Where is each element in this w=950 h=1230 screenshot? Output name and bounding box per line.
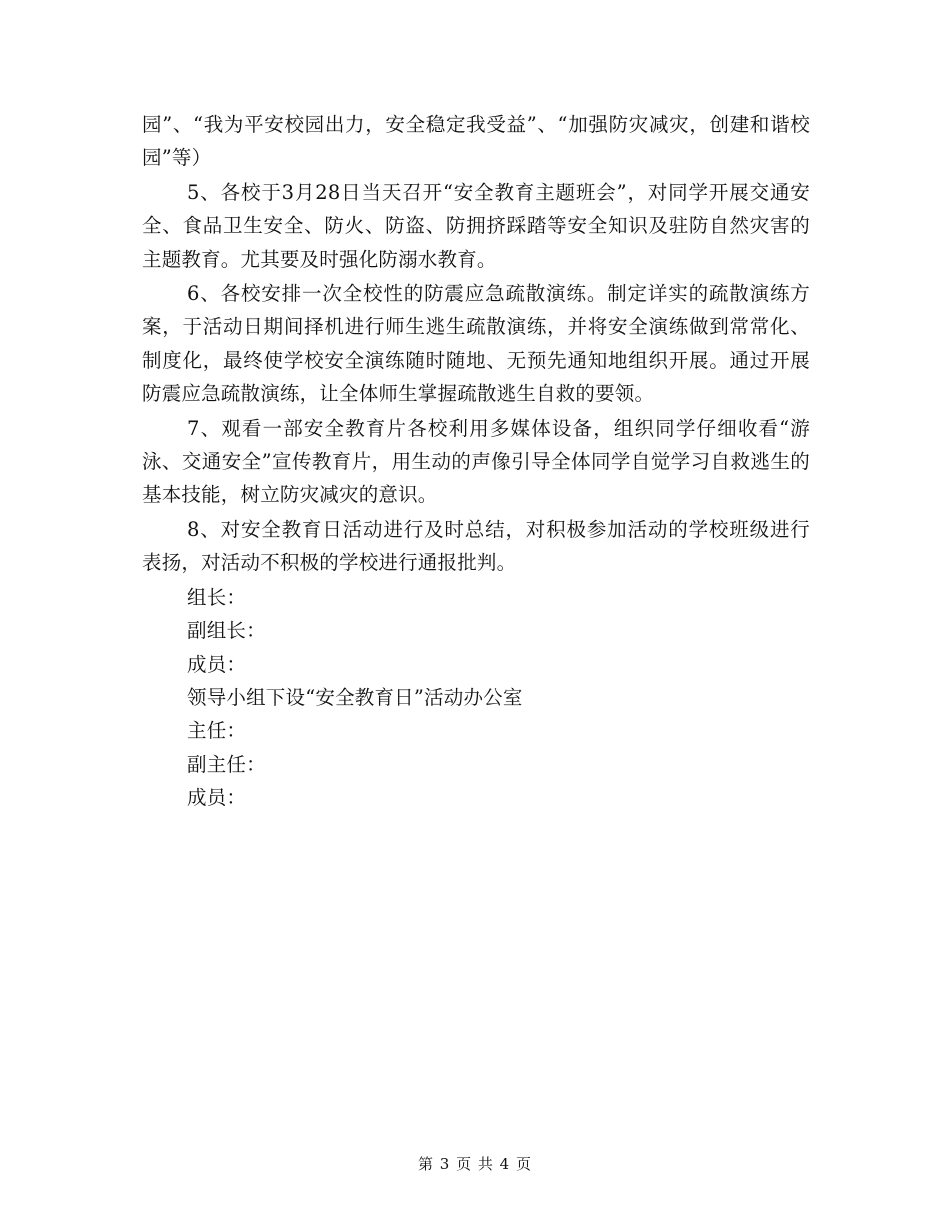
line-members: 成员：: [187, 652, 247, 676]
document-body: [142, 108, 810, 815]
paragraph-continuation: 园”、“我为平安校园出力，安全稳定我受益”、“加强防灾减灾，创建和谐校园”等）: [142, 113, 810, 170]
line-office-heading: 领导小组下设“安全教育日”活动办公室: [187, 685, 523, 709]
paragraph-item-8: 8、对安全教育日活动进行及时总结，对积极参加活动的学校班级进行表扬，对活动不积极的学校进行通报批判。: [142, 517, 810, 575]
paragraph-item-5: 5、各校于3月28日当天召开“安全教育主题班会”，对同学开展交通安全、食品卫生安全、防火、防盗、防拥挤踩踏等安全知识及驻防自然灾害的主题教育。尤其要及时强化防溺水教育。: [142, 180, 810, 271]
line-office-members: 成员：: [187, 786, 247, 810]
paragraph-item-7: 7、观看一部安全教育片各校利用多媒体设备，组织同学仔细收看“游泳、交通安全”宣传教育片，用生动的声像引导全体同学自觉学习自救逃生的基本技能，树立防灾减灾的意识。: [142, 416, 810, 507]
page-number-footer: 第 3 页 共 4 页: [418, 1155, 532, 1173]
line-deputy-group-leader: 副组长：: [187, 619, 266, 643]
line-deputy-director: 副主任：: [187, 752, 266, 776]
line-group-leader: 组长：: [187, 585, 247, 609]
paragraph-item-6: 6、各校安排一次全校性的防震应急疏散演练。制定详实的疏散演练方案，于活动日期间择机进行师生逃生疏散演练，并将安全演练做到常常化、制度化，最终使学校安全演练随时随地、无预先通知地组织开展。通过开展防震应急疏散演练，让全体师生掌握疏散逃生自救的要领。: [142, 282, 810, 406]
line-director: 主任：: [187, 719, 247, 743]
